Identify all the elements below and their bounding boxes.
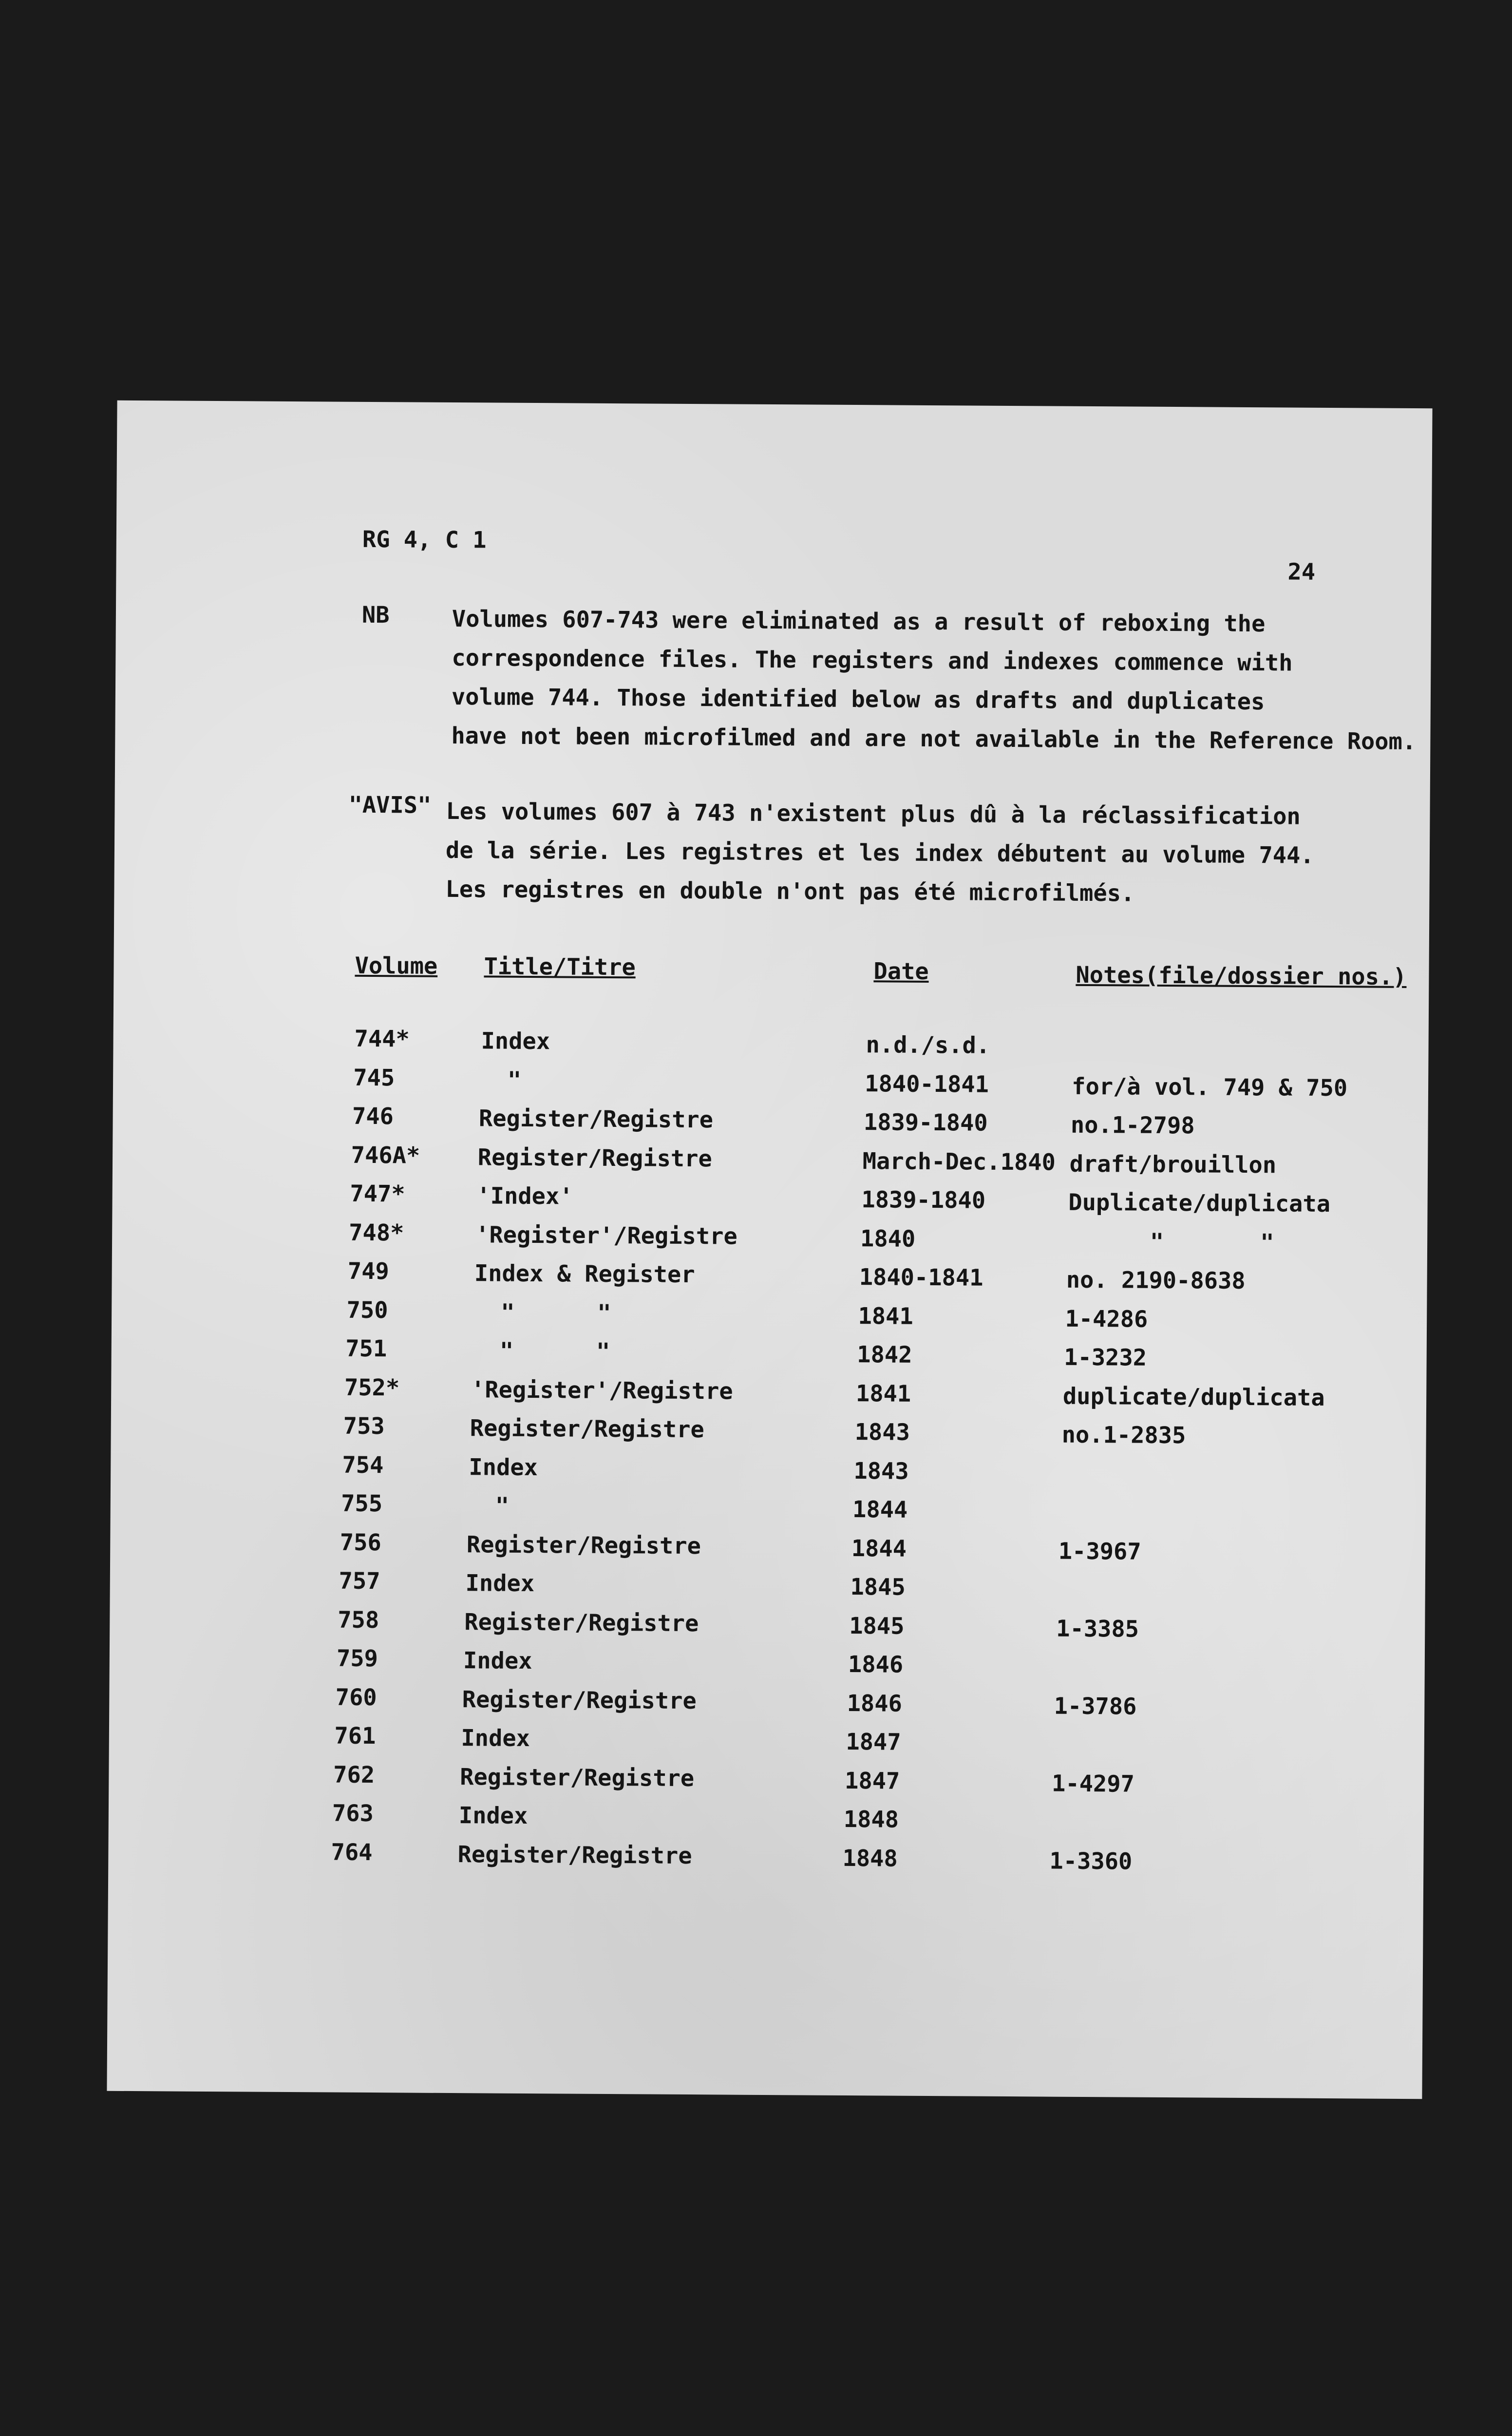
row-notes: no.1-2835 bbox=[1061, 1421, 1186, 1449]
avis-label: "AVIS" bbox=[348, 791, 432, 819]
row-date: 1842 bbox=[857, 1341, 912, 1369]
row-date: 1843 bbox=[854, 1419, 910, 1446]
row-date: 1846 bbox=[848, 1651, 904, 1678]
row-title: Index bbox=[465, 1570, 535, 1598]
row-volume: 748* bbox=[349, 1219, 404, 1246]
row-notes: no. 2190-8638 bbox=[1066, 1266, 1246, 1294]
row-volume: 747* bbox=[350, 1180, 405, 1208]
row-title: " bbox=[467, 1492, 510, 1520]
record-group-ref: RG 4, C 1 bbox=[362, 526, 487, 554]
row-title: Register/Registre bbox=[460, 1763, 695, 1792]
header-notes bbox=[1076, 962, 1406, 990]
row-notes: 1-3967 bbox=[1058, 1538, 1141, 1565]
row-notes: 1-3786 bbox=[1054, 1693, 1137, 1720]
nb-label: NB bbox=[361, 601, 390, 629]
row-date: 1847 bbox=[844, 1767, 900, 1795]
row-date: 1839-1840 bbox=[861, 1186, 986, 1214]
row-notes: 1-3385 bbox=[1056, 1615, 1139, 1643]
header-volume: Volume bbox=[355, 952, 438, 980]
row-title: Index & Register bbox=[474, 1260, 695, 1289]
row-notes: no.1-2798 bbox=[1070, 1111, 1195, 1140]
row-volume: 746A* bbox=[351, 1142, 420, 1169]
row-volume: 751 bbox=[345, 1335, 387, 1363]
row-date: 1846 bbox=[847, 1690, 903, 1717]
row-title: Register/Registre bbox=[478, 1105, 714, 1134]
avis-paragraph bbox=[445, 792, 1314, 914]
row-volume: 762 bbox=[333, 1761, 375, 1789]
row-date: 1847 bbox=[846, 1728, 901, 1756]
row-date: 1845 bbox=[850, 1574, 906, 1601]
row-date: 1840-1841 bbox=[859, 1264, 983, 1292]
row-title: 'Index' bbox=[476, 1182, 573, 1210]
row-volume: 755 bbox=[341, 1490, 383, 1518]
row-notes: " " bbox=[1067, 1228, 1274, 1256]
row-title: " " bbox=[473, 1298, 611, 1327]
row-title: 'Register'/Registre bbox=[471, 1376, 733, 1405]
document-page bbox=[107, 400, 1432, 2099]
row-date: 1844 bbox=[852, 1496, 908, 1523]
row-title: " bbox=[480, 1066, 522, 1094]
row-date: March-Dec.1840 bbox=[862, 1147, 1056, 1176]
row-date: 1848 bbox=[842, 1845, 898, 1872]
row-volume: 761 bbox=[334, 1722, 376, 1750]
header-notes-text: Notes(file/dossier nos.) bbox=[1076, 961, 1407, 990]
row-volume: 763 bbox=[332, 1800, 374, 1827]
row-volume: 758 bbox=[338, 1606, 379, 1634]
row-notes: duplicate/duplicata bbox=[1062, 1383, 1325, 1411]
row-notes: draft/brouillon bbox=[1069, 1150, 1277, 1179]
row-volume: 756 bbox=[340, 1529, 381, 1556]
row-notes: 1-3232 bbox=[1064, 1344, 1147, 1371]
header-date: Date bbox=[873, 958, 929, 985]
row-date: 1839-1840 bbox=[863, 1109, 988, 1137]
row-title: Index bbox=[481, 1028, 550, 1055]
row-date: 1845 bbox=[849, 1612, 905, 1640]
row-volume: 750 bbox=[346, 1296, 388, 1324]
row-volume: 764 bbox=[331, 1839, 373, 1866]
row-notes: 1-4286 bbox=[1065, 1305, 1148, 1333]
nb-paragraph bbox=[451, 600, 1417, 761]
avis-line: Les registres en double n'ont pas été microfilmés. bbox=[445, 875, 1135, 907]
row-notes: for/à vol. 749 & 750 bbox=[1072, 1073, 1348, 1102]
avis-line: de la série. Les registres et les index débutent au volume 744. bbox=[445, 837, 1314, 869]
row-volume: 757 bbox=[339, 1567, 380, 1595]
nb-line: volume 744. Those identified below as drafts and duplicates bbox=[451, 683, 1265, 716]
row-volume: 749 bbox=[347, 1257, 389, 1285]
row-title: Index bbox=[458, 1802, 528, 1829]
row-date: 1841 bbox=[855, 1380, 911, 1408]
row-title: Register/Registre bbox=[464, 1608, 699, 1637]
row-title: Index bbox=[469, 1453, 538, 1481]
row-volume: 760 bbox=[335, 1684, 377, 1711]
row-volume: 746 bbox=[352, 1103, 394, 1130]
row-title: Register/Registre bbox=[457, 1841, 692, 1869]
row-title: Register/Registre bbox=[477, 1143, 712, 1172]
row-title: 'Register'/Registre bbox=[475, 1221, 737, 1250]
row-title: " " bbox=[472, 1337, 610, 1366]
header-title: Title/Titre bbox=[484, 953, 636, 981]
row-date: 1840 bbox=[860, 1225, 916, 1253]
row-date: 1844 bbox=[851, 1535, 907, 1562]
nb-line: Volumes 607-743 were eliminated as a result of reboxing the bbox=[452, 605, 1266, 638]
row-volume: 754 bbox=[342, 1451, 384, 1479]
page-number: 24 bbox=[1287, 558, 1316, 586]
row-date: 1843 bbox=[853, 1457, 909, 1485]
row-notes: 1-4297 bbox=[1051, 1770, 1135, 1798]
nb-line: correspondence files. The registers and indexes commence with bbox=[452, 644, 1293, 677]
row-date: 1841 bbox=[858, 1302, 913, 1330]
row-title: Register/Registre bbox=[470, 1415, 704, 1444]
row-title: Register/Registre bbox=[466, 1531, 701, 1560]
row-volume: 759 bbox=[336, 1645, 378, 1673]
row-volume: 752* bbox=[344, 1374, 400, 1401]
row-notes: Duplicate/duplicata bbox=[1068, 1189, 1331, 1218]
row-volume: 744* bbox=[354, 1025, 410, 1053]
row-date: 1848 bbox=[843, 1806, 899, 1833]
row-notes: 1-3360 bbox=[1049, 1847, 1133, 1875]
avis-line: Les volumes 607 à 743 n'existent plus dû à la réclassification bbox=[446, 798, 1301, 830]
row-title: Index bbox=[461, 1725, 530, 1752]
row-volume: 753 bbox=[343, 1412, 385, 1440]
nb-line: have not been microfilmed and are not available in the Reference Room. bbox=[451, 722, 1417, 756]
row-date: 1840-1841 bbox=[865, 1070, 989, 1098]
row-date: n.d./s.d. bbox=[866, 1031, 990, 1059]
row-title: Register/Registre bbox=[462, 1686, 697, 1714]
row-title: Index bbox=[463, 1647, 532, 1675]
row-volume: 745 bbox=[353, 1064, 395, 1091]
